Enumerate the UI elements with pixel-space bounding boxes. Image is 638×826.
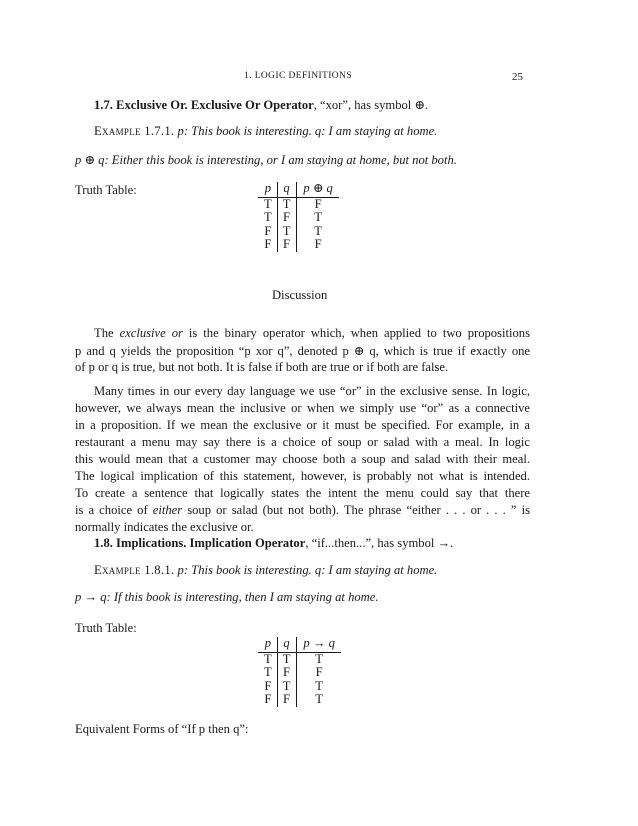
truth-table-row: [258, 666, 341, 680]
paragraph-line: [94, 326, 530, 341]
truth-table-cell: T: [258, 666, 277, 680]
truth-table-cell: F: [277, 693, 297, 707]
text-run: is the binary operator which, when applied to two propositions: [182, 326, 530, 340]
truth-table-header-cell: p ⊕ q: [297, 182, 339, 197]
section-number: 1.8.: [94, 536, 113, 550]
example-label: Example 1.7.1.: [94, 124, 175, 138]
section-title: Exclusive Or.: [116, 98, 188, 112]
operator-label: Exclusive Or Operator: [190, 98, 314, 112]
section-title: Implications.: [116, 536, 187, 550]
truth-table-cell: F: [258, 238, 277, 252]
paragraph-line: Many times in our every day language we use “or” in the exclusive sense. In logic,: [94, 384, 530, 398]
truth-table-cell: T: [314, 210, 322, 224]
example-1-8-1: [94, 563, 437, 578]
truth-table-row: [258, 211, 339, 225]
truth-table-row: [258, 197, 339, 211]
truth-table-header-row: [258, 637, 341, 652]
truth-table-label: Truth Table:: [75, 183, 137, 197]
operator-label: Implication Operator: [189, 536, 306, 550]
truth-table-implication: [258, 637, 341, 707]
truth-table-cell: F: [258, 693, 277, 707]
section-1-7-heading: [94, 97, 428, 113]
truth-table-header-cell: p: [258, 637, 277, 652]
truth-table-cell: F: [314, 237, 322, 251]
truth-table-cell: T: [258, 652, 277, 666]
truth-table-cell: T: [315, 692, 323, 706]
paragraph-line: of p or q is true, but not both. It is false if both are true or if both are false.: [75, 360, 449, 374]
truth-table-cell: T: [315, 678, 323, 693]
truth-table-row: [258, 693, 341, 707]
truth-table-header-cell: p → q: [297, 637, 341, 652]
paragraph-line: restaurant a menu may say there is a choice of soup or salad with a meal. In logic: [75, 435, 530, 449]
truth-table-cell: T: [277, 197, 297, 211]
example-1-7-1: [94, 124, 437, 139]
equivalent-forms-heading: Equivalent Forms of “If p then q”:: [75, 722, 249, 736]
operator-description: , “xor”, has symbol ⊕.: [313, 98, 429, 112]
example-text: p: This book is interesting. q: I am staying at home.: [177, 563, 438, 577]
paragraph-line: p and q yields the proposition “p xor q”, denoted p ⊕ q, which is true if exactly one: [75, 344, 530, 358]
text-run: soup or salad (but not both). The phrase “either . . . or . . . ” is: [182, 503, 530, 517]
truth-table-cell: F: [314, 196, 322, 211]
truth-table-row: [258, 680, 341, 694]
truth-table-cell: T: [258, 197, 277, 211]
paragraph-line: normally indicates the exclusive or.: [75, 520, 254, 534]
truth-table-header-row: [258, 182, 339, 197]
truth-table-cell: T: [315, 651, 323, 666]
truth-table-header-cell: q: [277, 637, 297, 652]
truth-table-cell: F: [258, 225, 277, 239]
truth-table-cell: F: [315, 665, 323, 679]
truth-table-cell: T: [314, 223, 322, 238]
paragraph-line: The logical implication of this statement, however, is probably not what is intended.: [75, 469, 530, 483]
example-text: p: This book is interesting. q: I am staying at home.: [177, 124, 438, 138]
truth-table-cell: F: [277, 238, 297, 252]
paragraph-line: [75, 503, 530, 518]
running-head: [0, 71, 638, 87]
paragraph-line: To create a sentence that logically states the intent the menu could say that there: [75, 486, 530, 500]
xor-statement: p ⊕ q: Either this book is interesting, or I am staying at home, but not both.: [75, 153, 457, 167]
text-run-italic: exclusive or: [119, 326, 183, 340]
section-number: 1.7.: [94, 98, 113, 112]
truth-table-cell: F: [258, 680, 277, 694]
discussion-heading: Discussion: [272, 288, 328, 302]
truth-table-cell: F: [277, 666, 297, 680]
truth-table-xor: [258, 182, 339, 252]
text-run: The: [94, 326, 120, 340]
text-run-italic: either: [152, 503, 183, 517]
truth-table-cell: T: [277, 225, 297, 239]
operator-description: , “if...then...”, has symbol →.: [305, 536, 454, 550]
paragraph-line: in a proposition. If we mean the exclusive or it must be specified. For example, in a: [75, 418, 530, 432]
truth-table-row: [258, 238, 339, 252]
paragraph-line: this would mean that a customer may choose both a soup and salad with their meal.: [75, 452, 530, 466]
truth-table-cell: T: [277, 652, 297, 666]
truth-table-row: [258, 225, 339, 239]
truth-table-cell: F: [277, 211, 297, 225]
truth-table-header-cell: p: [258, 182, 277, 197]
truth-table-label: Truth Table:: [75, 621, 137, 635]
running-head-title: 1. LOGIC DEFINITIONS: [244, 71, 353, 81]
text-run: is a choice of: [75, 503, 153, 517]
page-number: 25: [512, 71, 523, 83]
truth-table-row: [258, 652, 341, 666]
paragraph-line: however, we always mean the inclusive or when we simply use “or” as a connective: [75, 401, 530, 415]
truth-table-header-cell: q: [277, 182, 297, 197]
truth-table-cell: T: [277, 680, 297, 694]
section-1-8-heading: [94, 536, 453, 551]
truth-table-cell: T: [258, 211, 277, 225]
implication-statement: p → q: If this book is interesting, then I am staying at home.: [75, 590, 379, 604]
example-label: Example 1.8.1.: [94, 563, 175, 577]
